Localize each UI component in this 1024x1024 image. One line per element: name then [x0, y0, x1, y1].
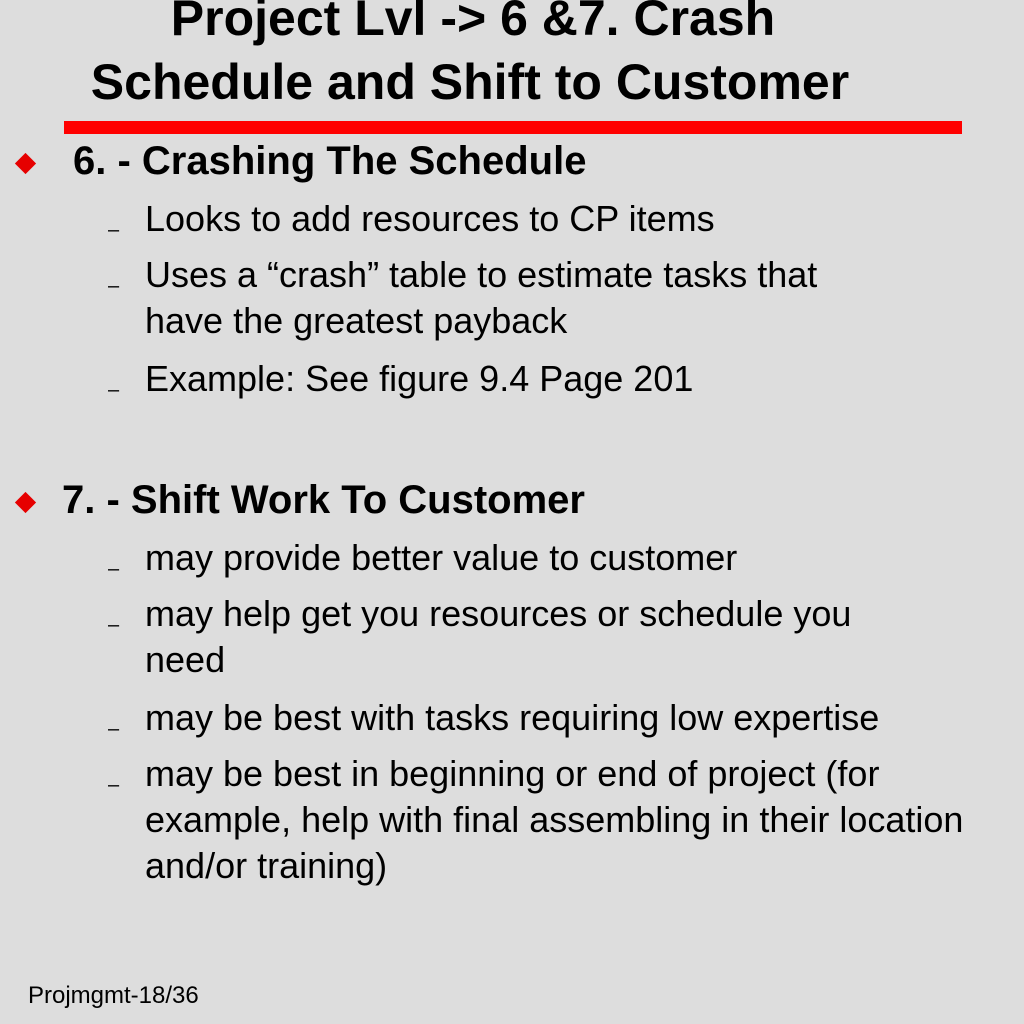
- list-item: Uses a “crash” table to estimate tasks that have the greatest payback: [145, 254, 818, 341]
- list-item: may help get you resources or schedule you need: [145, 593, 852, 680]
- sub-bullet-dash: –: [108, 718, 120, 740]
- slide-title: [0, 0, 940, 114]
- slide-title-line-1: Project Lvl -> 6 &7. Crash: [170, 0, 776, 46]
- list-item: may be best in beginning or end of project (for example, help with final assembling in their location and/or training): [145, 753, 964, 886]
- list-item: may provide better value to customer: [145, 537, 738, 578]
- section-heading-crashing: 6. - Crashing The Schedule: [73, 139, 587, 183]
- bullet-diamond-icon: [15, 492, 36, 513]
- bullet-diamond-icon: [15, 153, 36, 174]
- sub-bullet-dash: –: [108, 219, 120, 241]
- sub-bullet-dash: –: [108, 774, 120, 796]
- list-item: may be best with tasks requiring low expertise: [145, 697, 880, 738]
- slide-title-line-2: Schedule and Shift to Customer: [90, 54, 850, 110]
- sub-bullet-dash: –: [108, 614, 120, 636]
- slide-footer: Projmgmt-18/36: [28, 982, 199, 1009]
- list-item: Example: See figure 9.4 Page 201: [145, 358, 694, 399]
- list-item: Looks to add resources to CP items: [145, 198, 715, 239]
- sub-bullet-dash: –: [108, 275, 120, 297]
- section-heading-shift-work: 7. - Shift Work To Customer: [62, 478, 585, 522]
- sub-bullet-dash: –: [108, 558, 120, 580]
- title-underline: [64, 121, 962, 134]
- sub-bullet-dash: –: [108, 379, 120, 401]
